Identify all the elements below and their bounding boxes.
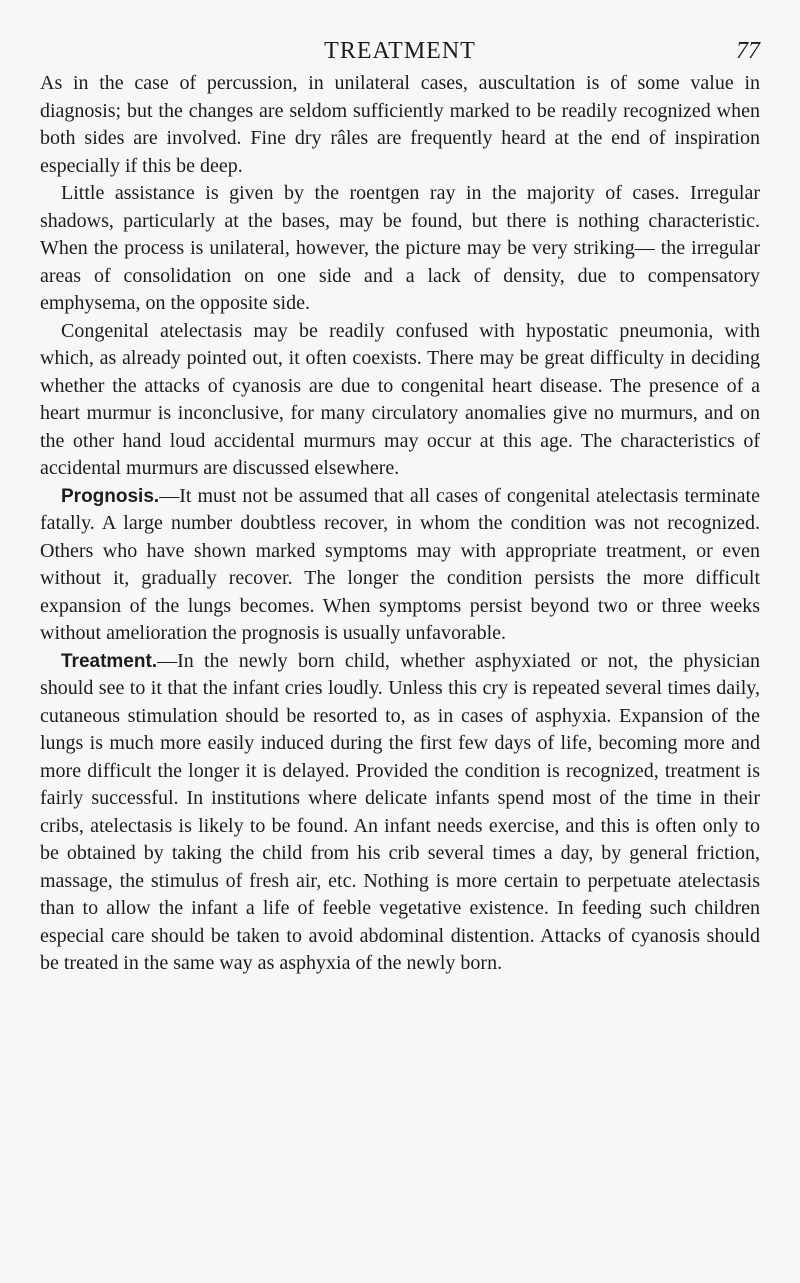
- treatment-heading: Treatment.: [61, 650, 158, 672]
- body-text: [40, 70, 760, 978]
- paragraph-differential-diagnosis: [40, 318, 760, 483]
- running-head: [40, 36, 760, 66]
- paragraph-treatment: [40, 648, 760, 978]
- running-title: TREATMENT: [324, 38, 476, 64]
- paragraph-roentgen: [40, 180, 760, 318]
- paragraph-prognosis: [40, 483, 760, 648]
- paragraph-text: —In the newly born child, whether asphyxiated or not, the physician should see to it that the infant cries loudly. Unless this cry is repeated several times daily, cutaneous stimulation should be resorted to, as in cases of asphyxia. Expansion of the lungs is much more easily induced during the first few days of life, becoming more and more difficult the longer it is delayed. Provided the condition is recognized, treatment is fairly successful. In institutions where delicate infants spend most of the time in their cribs, atelectasis is likely to be found. An infant needs exercise, and this is often only to be obtained by taking the child from his crib several times a day, by general friction, massage, the stimulus of fresh air, etc. Nothing is more certain to perpetuate atelectasis than to allow the infant a life of feeble vegetative existence. In feeding such children especial care should be taken to avoid abdominal distention. Attacks of cyanosis should be treated in the same way as asphyxia of the newly born.: [40, 649, 760, 974]
- paragraph-text: Little assistance is given by the roentgen ray in the majority of cases. Irregular shadows, particularly at the bases, may be found, but there is nothing characteristic. When the process is unilateral, however, the picture may be very striking— the irregular areas of consolidation on one side and a lack of density, due to compensatory emphysema, on the opposite side.: [40, 182, 760, 314]
- paragraph-auscultation: [40, 70, 760, 180]
- page-number: 77: [736, 38, 760, 64]
- paragraph-text: As in the case of percussion, in unilateral cases, auscultation is of some value in diagnosis; but the changes are seldom sufficiently marked to be readily recognized when both sides are involved. Fine dry râles are frequently heard at the end of inspiration especially if this be deep.: [40, 72, 760, 177]
- prognosis-heading: Prognosis.: [61, 485, 160, 507]
- paragraph-text: Congenital atelectasis may be readily confused with hypostatic pneumonia, with which, as already pointed out, it often coexists. There may be great difficulty in deciding whether the attacks of cyanosis are due to congenital heart disease. The presence of a heart murmur is inconclusive, for many circulatory anomalies give no murmurs, and on the other hand loud accidental murmurs may occur at this age. The characteristics of accidental murmurs are discussed elsewhere.: [40, 319, 760, 479]
- paragraph-text: —It must not be assumed that all cases of congenital atelectasis terminate fatally. A large number doubtless recover, in whom the condition was not recognized. Others who have shown marked symptoms may with appropriate treatment, or even without it, gradually recover. The longer the condition persists the more difficult expansion of the lungs becomes. When symptoms persist beyond two or three weeks without amelioration the prognosis is usually unfavorable.: [40, 484, 760, 644]
